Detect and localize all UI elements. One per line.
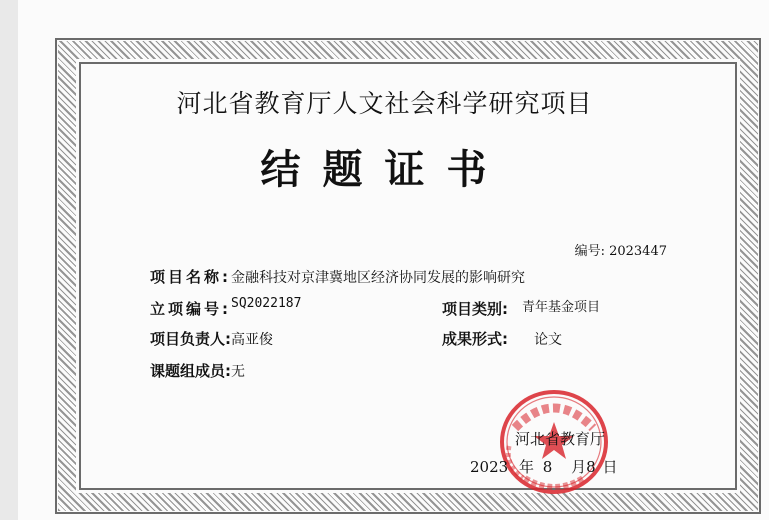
- project-category-label: 项目类别:: [442, 300, 508, 318]
- team-members-value: 无: [231, 364, 245, 380]
- approval-number-value: SQ2022187: [231, 296, 302, 311]
- team-members-row: [150, 360, 245, 381]
- project-name-label: 项目名称:: [150, 268, 231, 286]
- project-name-row: [150, 266, 525, 287]
- issue-date-month-unit: 月: [571, 458, 587, 476]
- issuing-authority: 河北省教育厅: [515, 430, 606, 448]
- certificate-number: [575, 240, 667, 259]
- certificate-title: 结题证书: [260, 146, 509, 193]
- project-category-row: [442, 298, 600, 319]
- issue-date-month: 8: [542, 458, 553, 476]
- organization-title: 河北省教育厅人文社会科学研究项目: [176, 89, 593, 118]
- team-members-label: 课题组成员:: [150, 362, 231, 380]
- certificate-number-label: 编号:: [574, 244, 605, 259]
- issue-date-year: 2023: [470, 458, 509, 476]
- project-leader-row: [150, 328, 273, 349]
- project-name-value: 金融科技对京津冀地区经济协同发展的影响研究: [231, 270, 525, 286]
- project-leader-value: 高亚俊: [231, 332, 273, 348]
- issue-date-day: 8: [586, 458, 596, 476]
- output-form-row: [442, 328, 562, 349]
- project-leader-label: 项目负责人:: [150, 330, 231, 348]
- certificate-number-value: 2023447: [609, 244, 667, 259]
- approval-number-label: 立项编号:: [150, 300, 231, 318]
- issue-date: [470, 456, 617, 477]
- project-category-value: 青年基金项目: [522, 300, 601, 315]
- output-form-label: 成果形式:: [442, 330, 508, 348]
- output-form-value: 论文: [534, 332, 562, 348]
- issue-date-year-unit: 年: [518, 458, 534, 476]
- issue-date-day-unit: 日: [602, 458, 618, 476]
- approval-number-row: [150, 298, 301, 319]
